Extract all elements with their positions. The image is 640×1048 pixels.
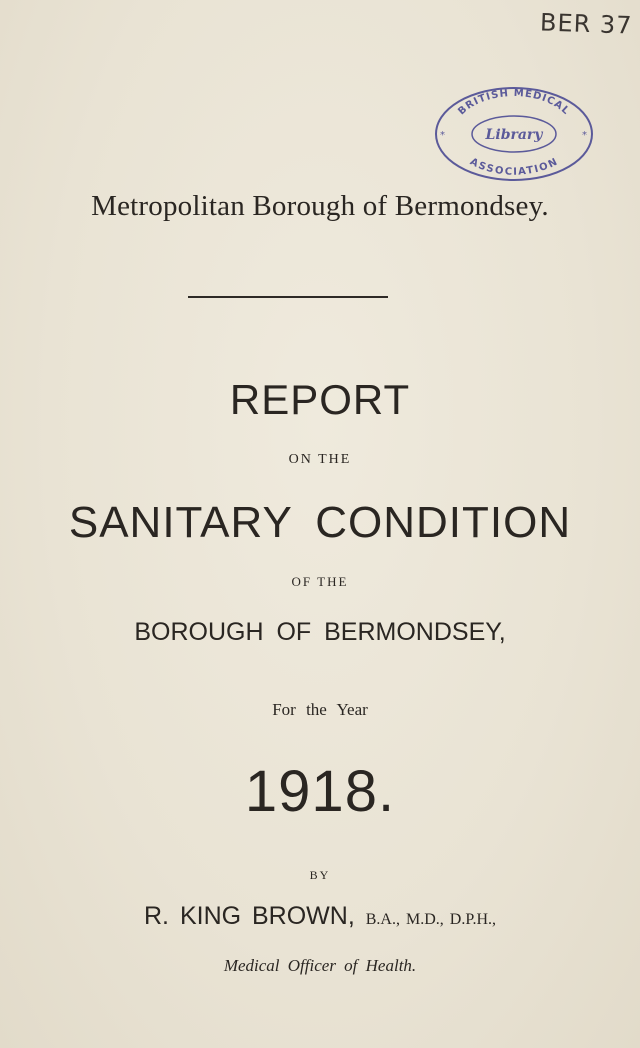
title-divider <box>188 296 388 298</box>
by-text: BY <box>309 868 331 882</box>
author-line <box>0 902 640 931</box>
on-the-text: ON THE <box>288 452 352 467</box>
svg-text:ASSOCIATION: ASSOCIATION <box>467 156 560 178</box>
author-role: Medical Officer of Health. <box>223 956 417 975</box>
of-the-text: OF THE <box>291 574 349 589</box>
author-qualifications: B.A., M.D., D.P.H., <box>365 911 496 928</box>
for-the-year-text: For the Year <box>272 700 368 719</box>
svg-text:BRITISH MEDICAL: BRITISH MEDICAL <box>456 87 572 118</box>
library-stamp <box>432 84 596 184</box>
report-year: 1918. <box>244 759 396 824</box>
subject-heading: SANITARY CONDITION <box>68 498 572 547</box>
library-stamp-seal <box>432 84 596 184</box>
report-heading: REPORT <box>229 376 411 423</box>
svg-text:*: * <box>440 130 445 141</box>
borough-name: BOROUGH OF BERMONDSEY, <box>134 618 506 646</box>
svg-text:*: * <box>582 130 587 141</box>
author-name: R. KING BROWN, <box>144 902 355 930</box>
borough-title: Metropolitan Borough of Bermondsey. <box>91 190 549 222</box>
handwritten-shelfmark: BER 37 <box>539 8 633 40</box>
svg-text:Library: Library <box>485 127 543 143</box>
